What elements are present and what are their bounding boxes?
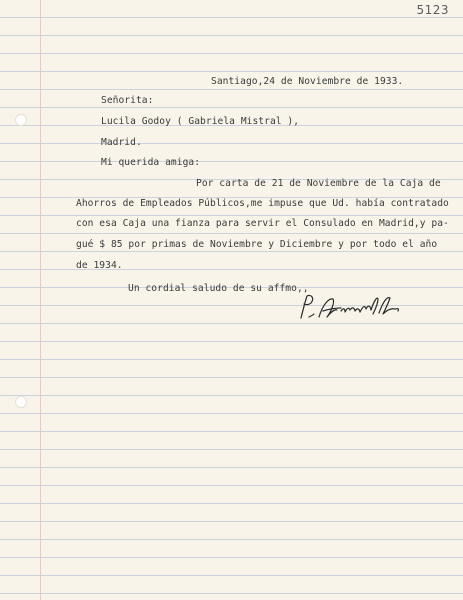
body-line: con esa Caja una fianza para servir el Consulado en Madrid,y pa- [76,218,449,229]
salutation-title: Señorita: [101,95,154,106]
body-line: de 1934. [76,260,123,271]
body-line: gué $ 85 por primas de Noviembre y Diciembre y por todo el año [76,239,438,250]
recipient-name: Lucila Godoy ( Gabriela Mistral ), [101,116,300,127]
date-line: Santiago,24 de Noviembre de 1933. [211,76,404,87]
body-line: Por carta de 21 de Noviembre de la Caja de [196,178,441,189]
margin-line [40,0,41,600]
recipient-city: Madrid. [101,137,142,148]
archive-number: 5123 [416,3,449,17]
greeting: Mi querida amiga: [101,157,201,168]
body-line: Ahorros de Empleados Públicos,me impuse que Ud. había contratado [76,198,449,209]
punch-hole-bottom [15,396,27,408]
punch-hole-top [15,114,27,126]
closing: Un cordial saludo de su affmo,, [128,283,309,294]
handwritten-signature [297,290,407,324]
